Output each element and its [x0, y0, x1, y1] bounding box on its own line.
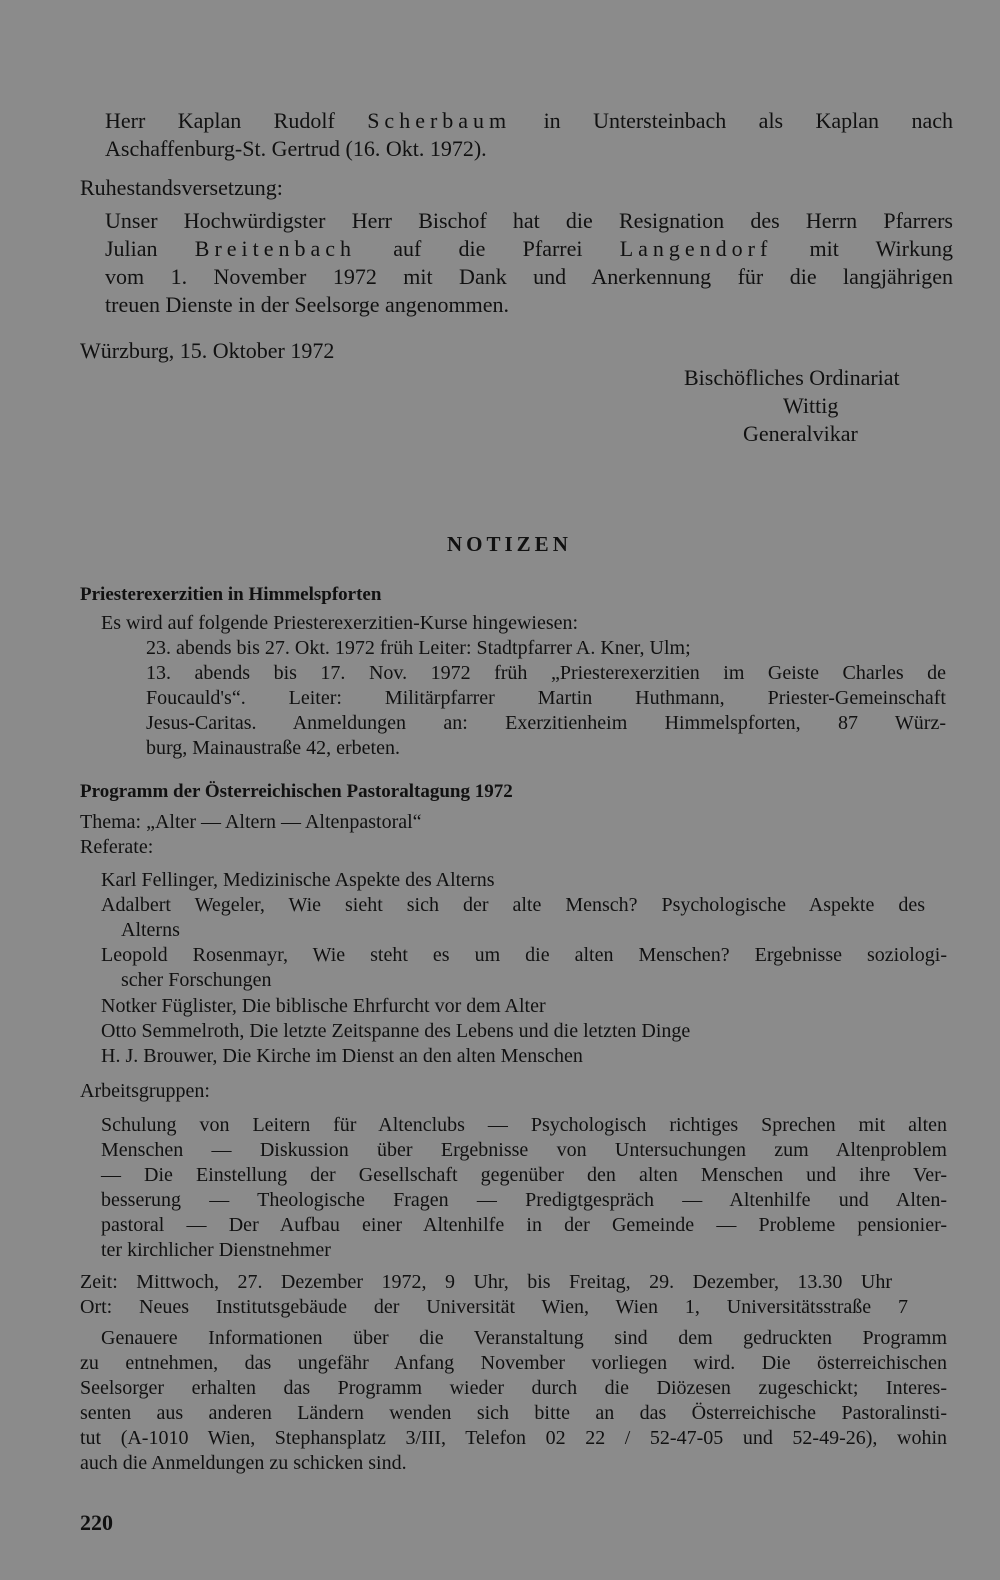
text-line-inner: pastoral — Der Aufbau einer Altenhilfe in der Gemeinde — Probleme pensionier- — [101, 1214, 947, 1236]
signature-title: Generalvikar — [743, 421, 858, 446]
signature-name: Wittig — [783, 393, 839, 418]
text-line: burg, Mainaustraße 42, erbeten. — [146, 737, 400, 759]
text-line — [101, 1138, 947, 1162]
text-line: 23. abends bis 27. Okt. 1972 früh Leiter: Stadtpfarrer A. Kner, Ulm; — [146, 637, 691, 659]
text-line — [80, 1351, 947, 1375]
text-line — [105, 264, 953, 290]
text-span: Julian — [105, 236, 195, 261]
referat-item: H. J. Brouwer, Die Kirche im Dienst an den alten Menschen — [101, 1045, 583, 1067]
referat-item-cont: scher Forschungen — [121, 969, 272, 991]
text-line — [146, 661, 946, 685]
referat-item — [101, 893, 925, 917]
referate-label: Referate: — [80, 836, 154, 858]
text-line: auch die Anmeldungen zu schicken sind. — [80, 1452, 407, 1474]
text-line-inner: Zeit: Mittwoch, 27. Dezember 1972, 9 Uhr, bis Freitag, 29. Dezember, 13.30 Uhr — [80, 1271, 892, 1293]
notizen-heading: NOTIZEN — [447, 532, 572, 556]
text-line-inner: Genauere Informationen über die Veranstaltung sind dem gedruckten Programm — [101, 1327, 947, 1349]
text-line-inner: vom 1. November 1972 mit Dank und Anerkennung für die langjährigen — [105, 264, 953, 289]
referat-item: Otto Semmelroth, Die letzte Zeitspanne des Lebens und die letzten Dinge — [101, 1020, 691, 1042]
text-line-inner: Seelsorger erhalten das Programm wieder durch die Diözesen zugeschickt; Interes- — [80, 1377, 947, 1399]
text-line — [101, 1213, 947, 1237]
section-heading: Priesterexerzitien in Himmelspforten — [80, 584, 382, 605]
text-line: Es wird auf folgende Priesterexerzitien-Kurse hingewiesen: — [101, 612, 579, 634]
text-span: auf die Pfarrei — [356, 236, 620, 261]
text-line-inner: Jesus-Caritas. Anmeldungen an: Exerzitienheim Himmelspforten, 87 Würz- — [146, 712, 946, 734]
text-line — [101, 1113, 947, 1137]
spaced-name: Scherbaum — [367, 108, 512, 133]
spaced-name: Langendorf — [619, 236, 773, 261]
page-number: 220 — [80, 1510, 113, 1535]
text-line-inner: Schulung von Leitern für Altenclubs — Psychologisch richtiges Sprechen mit alten — [101, 1114, 947, 1136]
text-line-inner: Menschen — Diskussion über Ergebnisse von Untersuchungen zum Altenproblem — [101, 1139, 947, 1161]
text-line — [146, 686, 946, 710]
text-line — [101, 1188, 947, 1212]
text-line — [105, 208, 953, 234]
text-span: Herr Kaplan Rudolf — [105, 108, 368, 133]
text-line — [101, 1326, 947, 1350]
referat-item: Notker Füglister, Die biblische Ehrfurcht vor dem Alter — [101, 995, 546, 1017]
text-line-inner: senten aus anderen Ländern wenden sich bitte an das Österreichische Pastoralinsti- — [80, 1402, 947, 1424]
place-date: Würzburg, 15. Oktober 1972 — [80, 338, 335, 363]
text-line-inner: tut (A-1010 Wien, Stephansplatz 3/III, Telefon 02 22 / 52-47-05 und 52-49-26), wohin — [80, 1427, 947, 1449]
text-span: in Untersteinbach als Kaplan nach — [511, 108, 953, 133]
text-line — [105, 108, 953, 134]
text-line — [80, 1401, 947, 1425]
text-line-inner: Adalbert Wegeler, Wie sieht sich der alte Mensch? Psychologische Aspekte des — [101, 894, 925, 916]
thema-line: Thema: „Alter — Altern — Altenpastoral“ — [80, 811, 422, 833]
text-line-inner: — Die Einstellung der Gesellschaft gegenüber den alten Menschen und ihre Ver- — [101, 1164, 947, 1186]
section-label: Ruhestandsversetzung: — [80, 175, 283, 200]
arbeitsgruppen-label: Arbeitsgruppen: — [80, 1080, 210, 1102]
text-line: Aschaffenburg-St. Gertrud (16. Okt. 1972). — [105, 136, 487, 161]
referat-item-cont: Alterns — [121, 919, 180, 941]
text-line-inner — [105, 236, 953, 262]
text-line-inner: besserung — Theologische Fragen — Predigtgespräch — Altenhilfe und Alten- — [101, 1189, 947, 1211]
text-line — [146, 711, 946, 735]
text-line: ter kirchlicher Dienstnehmer — [101, 1239, 331, 1261]
referat-item — [101, 943, 947, 967]
text-line: treuen Dienste in der Seelsorge angenommen. — [105, 292, 510, 317]
text-line — [80, 1376, 947, 1400]
zeit-line — [80, 1270, 892, 1294]
section-heading: Programm der Österreichischen Pastoraltagung 1972 — [80, 781, 513, 802]
text-line — [80, 1426, 947, 1450]
text-line-inner — [105, 108, 953, 134]
text-line-inner: Ort: Neues Institutsgebäude der Universität Wien, Wien 1, Universitätsstraße 7 — [80, 1296, 908, 1318]
text-line-inner: 13. abends bis 17. Nov. 1972 früh „Priesterexerzitien im Geiste Charles de — [146, 662, 946, 684]
text-line-inner: Foucauld's“. Leiter: Militärpfarrer Martin Huthmann, Priester-Gemeinschaft — [146, 687, 946, 709]
text-line — [101, 1163, 947, 1187]
text-line-inner: Unser Hochwürdigster Herr Bischof hat die Resignation des Herrn Pfarrers — [105, 208, 953, 233]
ort-line — [80, 1295, 908, 1319]
text-line-inner: Leopold Rosenmayr, Wie steht es um die alten Menschen? Ergebnisse soziologi- — [101, 944, 947, 966]
spaced-name: Breitenbach — [194, 236, 357, 261]
text-line — [105, 236, 953, 262]
text-span: mit Wirkung — [772, 236, 953, 261]
text-line-inner: zu entnehmen, das ungefähr Anfang November vorliegen wird. Die österreichischen — [80, 1352, 947, 1374]
referat-item: Karl Fellinger, Medizinische Aspekte des Alterns — [101, 869, 495, 891]
signature-office: Bischöfliches Ordinariat — [684, 365, 900, 390]
